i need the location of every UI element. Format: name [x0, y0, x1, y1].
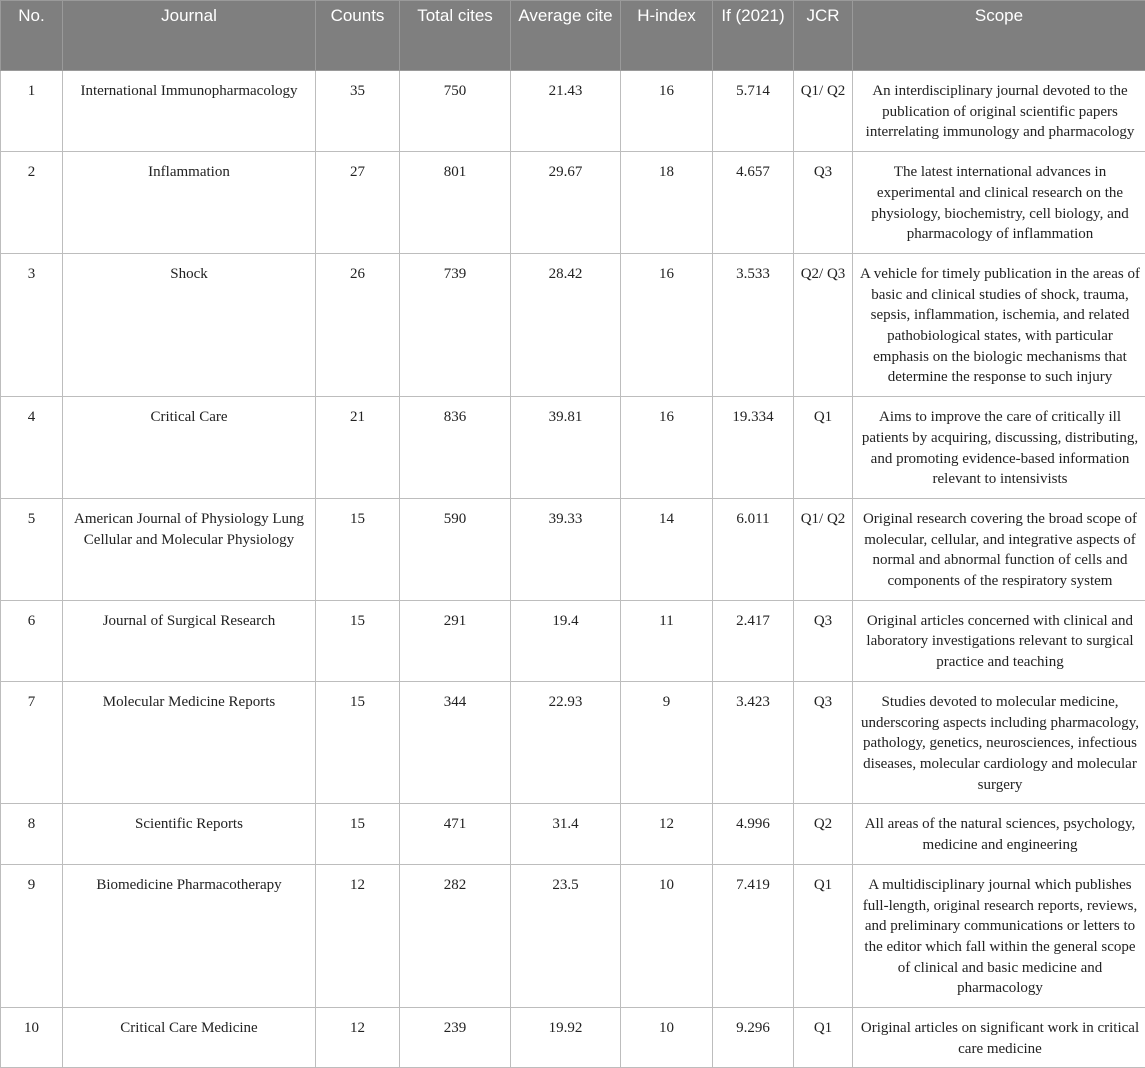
cell-if: 9.296: [713, 1008, 794, 1068]
header-row: [1, 1, 1145, 71]
cell-if: 3.423: [713, 681, 794, 804]
table-row: [1, 498, 1145, 600]
cell-no: 4: [1, 397, 63, 499]
cell-journal: Scientific Reports: [63, 804, 316, 864]
cell-jcr: Q1/ Q2: [794, 71, 853, 152]
table-row: [1, 600, 1145, 681]
cell-total-cites: 291: [400, 600, 511, 681]
cell-scope: Aims to improve the care of critically ill patients by acquiring, discussing, distributing, and promoting evidence-based information relevant to intensivists: [853, 397, 1145, 499]
table-row: [1, 397, 1145, 499]
cell-h-index: 10: [621, 864, 713, 1007]
header-counts: Counts: [316, 1, 400, 71]
cell-counts: 15: [316, 804, 400, 864]
cell-total-cites: 344: [400, 681, 511, 804]
cell-h-index: 16: [621, 397, 713, 499]
cell-total-cites: 739: [400, 253, 511, 396]
cell-counts: 15: [316, 681, 400, 804]
cell-jcr: Q2: [794, 804, 853, 864]
cell-journal: Biomedicine Pharmacotherapy: [63, 864, 316, 1007]
cell-scope: Original research covering the broad scope of molecular, cellular, and integrative aspects of normal and abnormal function of cells and components of the respiratory system: [853, 498, 1145, 600]
header-jcr: JCR: [794, 1, 853, 71]
cell-counts: 21: [316, 397, 400, 499]
cell-average-cite: 19.4: [511, 600, 621, 681]
cell-no: 5: [1, 498, 63, 600]
header-no: No.: [1, 1, 63, 71]
header-h-index: H-index: [621, 1, 713, 71]
cell-if: 3.533: [713, 253, 794, 396]
cell-average-cite: 31.4: [511, 804, 621, 864]
cell-if: 7.419: [713, 864, 794, 1007]
cell-no: 10: [1, 1008, 63, 1068]
cell-journal: Critical Care Medicine: [63, 1008, 316, 1068]
cell-counts: 27: [316, 152, 400, 254]
cell-h-index: 18: [621, 152, 713, 254]
cell-scope: Original articles concerned with clinical and laboratory investigations relevant to surgical practice and teaching: [853, 600, 1145, 681]
cell-scope: A multidisciplinary journal which publishes full-length, original research reports, reviews, and preliminary communications or letters to the editor which fall within the general scope of clinical and basic medicine and pharmacology: [853, 864, 1145, 1007]
table-row: [1, 71, 1145, 152]
cell-counts: 15: [316, 498, 400, 600]
cell-total-cites: 239: [400, 1008, 511, 1068]
cell-h-index: 11: [621, 600, 713, 681]
cell-average-cite: 29.67: [511, 152, 621, 254]
cell-average-cite: 23.5: [511, 864, 621, 1007]
cell-if: 4.996: [713, 804, 794, 864]
table-row: [1, 864, 1145, 1007]
table-row: [1, 681, 1145, 804]
table-row: [1, 1008, 1145, 1068]
cell-no: 3: [1, 253, 63, 396]
table-row: [1, 804, 1145, 864]
cell-counts: 15: [316, 600, 400, 681]
header-if: If (2021): [713, 1, 794, 71]
cell-scope: Studies devoted to molecular medicine, underscoring aspects including pharmacology, pathology, genetics, neurosciences, infectious diseases, molecular cardiology and molecular surgery: [853, 681, 1145, 804]
cell-journal: American Journal of Physiology Lung Cellular and Molecular Physiology: [63, 498, 316, 600]
cell-no: 8: [1, 804, 63, 864]
cell-if: 5.714: [713, 71, 794, 152]
cell-h-index: 12: [621, 804, 713, 864]
cell-average-cite: 22.93: [511, 681, 621, 804]
cell-h-index: 16: [621, 71, 713, 152]
cell-jcr: Q1: [794, 397, 853, 499]
cell-if: 6.011: [713, 498, 794, 600]
cell-average-cite: 28.42: [511, 253, 621, 396]
cell-scope: A vehicle for timely publication in the areas of basic and clinical studies of shock, trauma, sepsis, inflammation, ischemia, and related pathobiological states, with particular emphasis on the biologic mechanisms that determine the response to such injury: [853, 253, 1145, 396]
cell-jcr: Q3: [794, 600, 853, 681]
cell-counts: 26: [316, 253, 400, 396]
cell-scope: Original articles on significant work in critical care medicine: [853, 1008, 1145, 1068]
header-average-cite: Average cite: [511, 1, 621, 71]
cell-scope: An interdisciplinary journal devoted to the publication of original scientific papers interrelating immunology and pharmacology: [853, 71, 1145, 152]
cell-total-cites: 801: [400, 152, 511, 254]
cell-journal: Inflammation: [63, 152, 316, 254]
cell-average-cite: 21.43: [511, 71, 621, 152]
cell-total-cites: 471: [400, 804, 511, 864]
cell-jcr: Q2/ Q3: [794, 253, 853, 396]
cell-journal: International Immunopharmacology: [63, 71, 316, 152]
cell-journal: Molecular Medicine Reports: [63, 681, 316, 804]
cell-journal: Shock: [63, 253, 316, 396]
cell-jcr: Q3: [794, 152, 853, 254]
cell-average-cite: 39.81: [511, 397, 621, 499]
header-journal: Journal: [63, 1, 316, 71]
cell-h-index: 10: [621, 1008, 713, 1068]
cell-total-cites: 750: [400, 71, 511, 152]
cell-if: 2.417: [713, 600, 794, 681]
cell-if: 19.334: [713, 397, 794, 499]
cell-if: 4.657: [713, 152, 794, 254]
cell-average-cite: 19.92: [511, 1008, 621, 1068]
cell-no: 9: [1, 864, 63, 1007]
cell-h-index: 16: [621, 253, 713, 396]
cell-no: 7: [1, 681, 63, 804]
table-row: [1, 152, 1145, 254]
header-scope: Scope: [853, 1, 1145, 71]
cell-total-cites: 282: [400, 864, 511, 1007]
cell-journal: Journal of Surgical Research: [63, 600, 316, 681]
cell-total-cites: 590: [400, 498, 511, 600]
cell-no: 1: [1, 71, 63, 152]
cell-journal: Critical Care: [63, 397, 316, 499]
table-row: [1, 253, 1145, 396]
header-total-cites: Total cites: [400, 1, 511, 71]
cell-h-index: 14: [621, 498, 713, 600]
cell-jcr: Q1/ Q2: [794, 498, 853, 600]
cell-no: 2: [1, 152, 63, 254]
cell-scope: The latest international advances in experimental and clinical research on the physiology, biochemistry, cell biology, and pharmacology of inflammation: [853, 152, 1145, 254]
cell-jcr: Q1: [794, 1008, 853, 1068]
cell-scope: All areas of the natural sciences, psychology, medicine and engineering: [853, 804, 1145, 864]
cell-average-cite: 39.33: [511, 498, 621, 600]
cell-counts: 12: [316, 1008, 400, 1068]
cell-counts: 35: [316, 71, 400, 152]
cell-total-cites: 836: [400, 397, 511, 499]
cell-counts: 12: [316, 864, 400, 1007]
cell-jcr: Q3: [794, 681, 853, 804]
cell-no: 6: [1, 600, 63, 681]
cell-h-index: 9: [621, 681, 713, 804]
cell-jcr: Q1: [794, 864, 853, 1007]
